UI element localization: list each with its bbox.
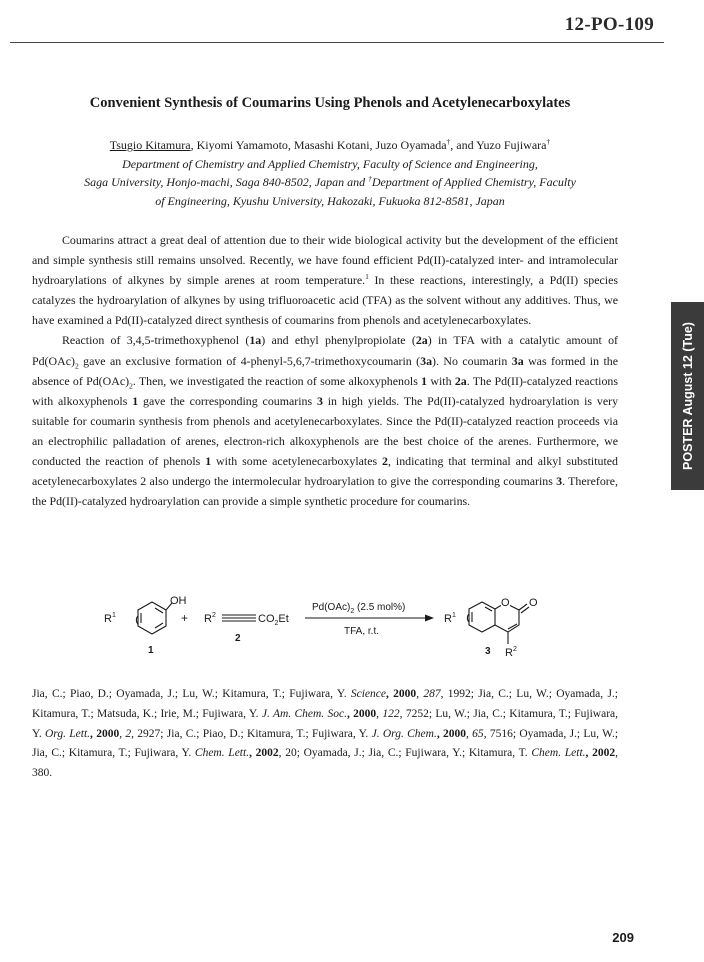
ref-text: , 20; Oyamada, J.; Jia, C.; Fujiwara, Y.; Kitamura, T. (278, 747, 532, 760)
compound-2-label: 2 (235, 633, 241, 644)
text: was formed in the absence of Pd(OAc) (32, 353, 619, 388)
authors-block (40, 136, 620, 210)
subscript: 2 (74, 360, 79, 370)
product-r1-label: $R^1$ (444, 612, 456, 625)
volume: , 65 (466, 727, 484, 740)
author-mark: † (446, 137, 451, 146)
alkyne-bond (222, 615, 256, 621)
ref-text: Jia, C.; Piao, D.; Oyamada, J.; Lu, W.; Kitamura, T.; Fujiwara, Y. (32, 688, 351, 700)
subscript: 2 (129, 381, 133, 391)
compound-label: 3a (420, 353, 433, 368)
author-list: , Kiyomi Yamamoto, Masashi Kotani, Juzo Oyamada (190, 138, 447, 152)
compound-label: 1 (421, 373, 428, 388)
reaction-scheme (100, 588, 570, 668)
header-rule (10, 42, 664, 43)
carbonyl-oxygen: O (529, 597, 538, 609)
ref-mark: 1 (365, 272, 369, 282)
text: ). No coumarin (432, 353, 512, 368)
page-code: 12-PO-109 (564, 14, 654, 35)
conditions-solvent: TFA, r.t. (344, 626, 380, 637)
compound-label: 3a (511, 353, 524, 368)
author-mark: † (546, 137, 551, 146)
text: with (427, 373, 455, 388)
year: , 2002 (585, 747, 616, 760)
oh-label: OH (170, 595, 187, 607)
coumarin-core (467, 602, 529, 644)
ref-text: , 1992; Jia, C.; Lu, W.; Oyamada, J.; Kitamura, T.; Matsuda, K.; Irie, M.; Fujiwara, Y. (32, 688, 618, 720)
text: in high yields. The Pd(II)-catalyzed hydroarylation is very suitable for coumarin synthesis from phenols and acetylenecarboxylates. Since the Pd(II)-catalyzed reaction proceeds via an electrophilic palladation of arenes, electron-rich alkoxyphenols are the best choice of the arenes. Furthermore, we conducted the reaction of phenols (32, 393, 619, 469)
text: In these reactions, interestingly, a Pd(II) species catalyzes the hydroarylation of alkynes by using trifluoroacetic acid (TFA) as the solvent without any additives. Thus, we have examined a Pd(II)-catalyzed direct synthesis of coumarins from phenols and acetylenecarboxylates. (32, 273, 618, 328)
compound-1-label: 1 (148, 645, 154, 656)
references (32, 685, 618, 784)
abstract-body (32, 230, 618, 511)
text: ) in TFA with a catalytic amount of Pd(OAc) (32, 333, 619, 368)
compound-label: 1a (249, 333, 262, 348)
text: gave the corresponding coumarins (138, 393, 317, 408)
session-label: POSTER August 12 (Tue) (680, 322, 695, 470)
journal: J. Org. Chem. (371, 727, 437, 740)
volume: , 287 (416, 688, 441, 700)
text: ) and ethyl phenylpropiolate ( (261, 333, 416, 348)
journal: Science (350, 688, 386, 700)
volume: , 2 (119, 727, 132, 740)
year: , 2000 (386, 688, 417, 700)
ref-text: , 7252; Lu, W.; Jia, C.; Kitamura, T.; Fujiwara, Y. (32, 707, 618, 740)
affiliation-line-3: of Engineering, Kyushu University, Hakozaki, Fukuoka 812-8581, Japan (155, 193, 505, 208)
year: , 2000 (436, 727, 467, 740)
journal: Chem. Lett. (531, 747, 586, 760)
ring-oxygen: O (501, 597, 510, 609)
text: Reaction of 3,4,5-trimethoxyphenol ( (62, 333, 250, 348)
conditions-catalyst: $Pd(OAc)_2$ (2.5 mol%) (312, 602, 406, 615)
affiliation-line-1: Department of Chemistry and Applied Chemistry, Faculty of Science and Engineering, (122, 156, 538, 171)
author-list-end: , and Yuzo Fujiwara (450, 138, 547, 152)
ring-double-bond (155, 608, 163, 613)
year: , 2002 (249, 747, 279, 760)
benzo-ring (469, 602, 495, 632)
ref-text: , 380. (32, 747, 618, 780)
text: Coumarins attract a great deal of attention due to their wide biological activity but the development of the efficient and simple synthesis still remains unsolved. Recently, we have found efficient Pd(II)-catalyzed inter- and intramolecular hydroarylations of alkynes by simple arenes at room temperature. (32, 233, 618, 288)
session-side-tab (671, 302, 704, 490)
paragraph-2 (32, 330, 618, 511)
text: . Therefore, the Pd(II)-catalyzed hydroarylation can provide a simple synthetic procedure for coumarins. (32, 474, 618, 509)
r2-label: $R^2$ (204, 612, 216, 625)
page-number: 209 (612, 930, 634, 945)
journal: Org. Lett. (45, 727, 91, 740)
compound-label: 3 (316, 393, 323, 408)
ref-text: , 2927; Jia, C.; Piao, D.; Kitamura, T.; Fujiwara, Y. (131, 727, 372, 740)
affiliation-text: Department of Applied Chemistry, Faculty (371, 175, 576, 189)
compound-label: 2a (454, 373, 467, 388)
paragraph-1 (32, 230, 618, 330)
text: with some acetylenecarboxylates (211, 454, 383, 469)
phenol-ring (136, 602, 172, 634)
compound-3-label: 3 (485, 646, 491, 657)
presenting-author: Tsugio Kitamura (109, 138, 191, 152)
journal: J. Am. Chem. Soc. (261, 707, 347, 720)
affiliation-mark: † (368, 174, 372, 183)
plus-sign: + (181, 611, 189, 625)
reference-list (32, 685, 618, 784)
compound-label: 1 (205, 454, 212, 469)
text: . Then, we investigated the reaction of some alkoxyphenols (132, 373, 422, 388)
co2et-label: $CO_2Et$ (258, 613, 289, 627)
ref-text: , 7516; Oyamada, J.; Lu, W.; Jia, C.; Kitamura, T.; Fujiwara, Y. (32, 727, 619, 760)
r1-label: $R^1$ (104, 612, 116, 625)
compound-label: 3 (556, 474, 563, 489)
compound-label: 1 (132, 393, 139, 408)
reaction-arrow (305, 615, 434, 622)
affiliation-text: Saga University, Honjo-machi, Saga 840-8502, Japan and (84, 175, 369, 189)
affiliation-line-2 (40, 173, 620, 192)
paper-title: Convenient Synthesis of Coumarins Using Phenols and Acetylenecarboxylates (89, 95, 571, 111)
year: , 2000 (346, 707, 377, 720)
ring-double-bond (155, 623, 163, 628)
ring-double-bond (485, 607, 492, 611)
text: . The Pd(II)-catalyzed reactions with alkoxyphenols (32, 373, 618, 408)
compound-label: 2a (415, 333, 428, 348)
benzene-ring (138, 602, 166, 634)
text: gave an exclusive formation of 4-phenyl-5,6,7-trimethoxycoumarin ( (78, 353, 421, 368)
volume: , 122 (376, 707, 400, 720)
journal: Chem. Lett. (194, 747, 250, 760)
year: , 2000 (90, 727, 120, 740)
product-r2-label: $R^2$ (505, 646, 517, 659)
text: , indicating that terminal and alkyl substituted acetylenecarboxylates 2 also undergo the intermolecular hydroarylation to give the corresponding coumarins (32, 454, 618, 489)
compound-label: 2 (382, 454, 388, 469)
